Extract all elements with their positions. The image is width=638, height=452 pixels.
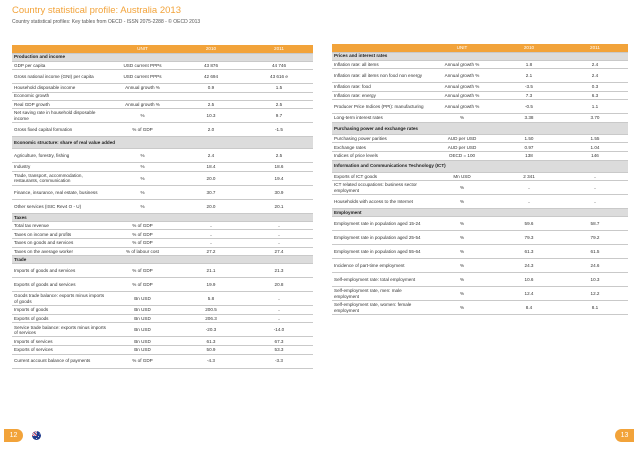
- page-number-right: 13: [615, 429, 634, 442]
- indicator-label: Net saving rate in household disposable income: [12, 109, 108, 123]
- unit-cell: Mn USD: [428, 172, 496, 181]
- table-row: [12, 264, 313, 278]
- unit-cell: Annual growth %: [108, 100, 177, 109]
- section-label: Economic growth: [12, 92, 313, 100]
- value-2010: 20.0: [177, 199, 245, 213]
- value-2011: 6.3: [562, 91, 628, 100]
- table-row: [332, 60, 628, 69]
- value-2011: 30.9: [245, 185, 313, 199]
- value-2011: 3.70: [562, 114, 628, 123]
- unit-cell: %: [428, 259, 496, 273]
- header-indicator-cell: [332, 44, 428, 52]
- unit-cell: %: [428, 195, 496, 209]
- value-2010: 19.9: [177, 278, 245, 292]
- unit-cell: %: [108, 109, 177, 123]
- value-2011: ..: [245, 314, 313, 323]
- indicator-label: Employment rate in population aged 15-24: [332, 217, 428, 231]
- value-2010: 10.6: [496, 273, 562, 287]
- indicator-label: Employment rate in population aged 25-54: [332, 231, 428, 245]
- table-row: [12, 239, 313, 248]
- unit-cell: %: [428, 217, 496, 231]
- value-2010: 8.4: [496, 301, 562, 315]
- unit-cell: % of GDP: [108, 264, 177, 278]
- value-2011: 10.3: [562, 273, 628, 287]
- indicator-label: Household disposable income: [12, 84, 108, 93]
- indicator-label: Exchange rates: [332, 143, 428, 152]
- table-row: [12, 163, 313, 172]
- table-row: [12, 171, 313, 185]
- indicator-label: Inflation rate: food: [332, 83, 428, 92]
- unit-cell: Annual growth %: [428, 83, 496, 92]
- indicator-label: Gross national income (GNI) per capita: [12, 70, 108, 84]
- value-2010: 5.8: [177, 292, 245, 306]
- value-2010: 2 341: [496, 172, 562, 181]
- table-row: [12, 306, 313, 315]
- unit-cell: Bn USD: [108, 323, 177, 337]
- header-indicator-cell: [12, 45, 108, 53]
- value-2010: 2.5: [177, 100, 245, 109]
- value-2010: 27.2: [177, 247, 245, 256]
- section-label: Taxes: [12, 213, 313, 221]
- table-row: [12, 346, 313, 355]
- value-2010: -4.3: [177, 354, 245, 368]
- indicator-label: Finance, insurance, real estate, business: [12, 185, 108, 199]
- value-2011: 2.4: [562, 60, 628, 69]
- value-2010: 138: [496, 152, 562, 161]
- table-row: [12, 323, 313, 337]
- unit-cell: % of GDP: [108, 230, 177, 239]
- table-row: [12, 84, 313, 93]
- unit-cell: %: [428, 273, 496, 287]
- table-row: [12, 61, 313, 70]
- unit-cell: %: [108, 149, 177, 163]
- table-row: [332, 83, 628, 92]
- value-2010: 21.1: [177, 264, 245, 278]
- value-2011: ..: [562, 181, 628, 195]
- unit-cell: %: [428, 231, 496, 245]
- value-2010: ..: [177, 230, 245, 239]
- page-number-left: 12: [4, 429, 23, 442]
- unit-cell: %: [428, 287, 496, 301]
- value-2011: ..: [562, 172, 628, 181]
- value-2010: 18.4: [177, 163, 245, 172]
- table-row: [332, 143, 628, 152]
- unit-cell: Annual growth %: [428, 100, 496, 114]
- indicator-label: Goods trade balance: exports minus imports of goods: [12, 292, 108, 306]
- header-unit: UNIT: [108, 45, 177, 53]
- table-row: [332, 217, 628, 231]
- value-2010: 20.0: [177, 171, 245, 185]
- unit-cell: AUD per USD: [428, 134, 496, 143]
- value-2011: 146: [562, 152, 628, 161]
- value-2011: 2.4: [562, 69, 628, 83]
- value-2011: 1.5: [245, 84, 313, 93]
- indicator-label: Gross fixed capital formation: [12, 123, 108, 137]
- australia-flag-icon: [32, 431, 41, 440]
- value-2010: 2.0: [177, 123, 245, 137]
- value-2011: 1.1: [562, 100, 628, 114]
- indicator-label: Current account balance of payments: [12, 354, 108, 368]
- table-row: [332, 301, 628, 315]
- table-row: [332, 69, 628, 83]
- unit-cell: %: [428, 181, 496, 195]
- table-row: [12, 109, 313, 123]
- unit-cell: Annual growth %: [108, 84, 177, 93]
- value-2010: -0.5: [496, 100, 562, 114]
- table-row: [332, 172, 628, 181]
- value-2011: 21.3: [245, 264, 313, 278]
- value-2011: 0.3: [562, 83, 628, 92]
- header-year-2011: 2011: [562, 44, 628, 52]
- indicator-label: Real GDP growth: [12, 100, 108, 109]
- indicator-label: Inflation rate: all items: [332, 60, 428, 69]
- table-row: [332, 114, 628, 123]
- value-2010: 43 876: [177, 61, 245, 70]
- value-2011: 8.1: [562, 301, 628, 315]
- table-row: [332, 134, 628, 143]
- section-label: Employment: [332, 209, 628, 217]
- section-header-row: [12, 213, 313, 221]
- indicator-label: Producer Price Indices (PPI): manufacturing: [332, 100, 428, 114]
- value-2010: 79.3: [496, 231, 562, 245]
- indicator-label: Self-employment rate: total employment: [332, 273, 428, 287]
- section-label: Prices and interest rates: [332, 52, 628, 60]
- header-year-2011: 2011: [245, 45, 313, 53]
- indicator-label: Agriculture, forestry, fishing: [12, 149, 108, 163]
- value-2010: 1.8: [496, 60, 562, 69]
- value-2010: 200.5: [177, 306, 245, 315]
- indicator-label: Purchasing power parities: [332, 134, 428, 143]
- section-label: Economic structure: share of real value added: [12, 137, 313, 149]
- unit-cell: %: [108, 185, 177, 199]
- indicator-label: Self-employment rate, men: male employment: [332, 287, 428, 301]
- unit-cell: USD current PPPs: [108, 61, 177, 70]
- unit-cell: % of GDP: [108, 278, 177, 292]
- value-2010: 42 694: [177, 70, 245, 84]
- table-row: [332, 100, 628, 114]
- indicator-label: Self-employment rate, women: female employment: [332, 301, 428, 315]
- table-row: [12, 221, 313, 230]
- indicator-label: GDP per capita: [12, 61, 108, 70]
- value-2010: 61.3: [177, 337, 245, 346]
- value-2011: 53.3: [245, 346, 313, 355]
- value-2011: 2.5: [245, 149, 313, 163]
- indicator-label: Employment rate in population aged 55-64: [332, 245, 428, 259]
- unit-cell: %: [428, 245, 496, 259]
- indicator-label: Exports of ICT goods: [332, 172, 428, 181]
- value-2010: 0.97: [496, 143, 562, 152]
- indicator-label: Indices of price levels: [332, 152, 428, 161]
- value-2011: 2.5: [245, 100, 313, 109]
- indicator-label: Total tax revenue: [12, 221, 108, 230]
- unit-cell: %: [428, 301, 496, 315]
- unit-cell: %: [108, 199, 177, 213]
- indicator-label: Imports of services: [12, 337, 108, 346]
- value-2010: 2.4: [177, 149, 245, 163]
- indicator-label: Exports of services: [12, 346, 108, 355]
- value-2010: 1.50: [496, 134, 562, 143]
- right-stat-table: [332, 44, 628, 315]
- value-2010: -3.5: [496, 83, 562, 92]
- section-header-row: [332, 209, 628, 217]
- table-row: [12, 314, 313, 323]
- value-2011: 67.3: [245, 337, 313, 346]
- table-header-row: [332, 44, 628, 52]
- value-2011: 1.04: [562, 143, 628, 152]
- unit-cell: Bn USD: [108, 314, 177, 323]
- value-2010: ..: [177, 239, 245, 248]
- unit-cell: % of labour cost: [108, 247, 177, 256]
- indicator-label: Industry: [12, 163, 108, 172]
- value-2011: 24.6: [562, 259, 628, 273]
- section-header-row: [12, 53, 313, 61]
- unit-cell: %: [108, 163, 177, 172]
- indicator-label: Long-term interest rates: [332, 114, 428, 123]
- table-row: [332, 152, 628, 161]
- unit-cell: AUD per USD: [428, 143, 496, 152]
- indicator-label: Taxes on income and profits: [12, 230, 108, 239]
- subsection-row: [12, 92, 313, 100]
- indicator-label: Service trade balance: exports minus imports of services: [12, 323, 108, 337]
- value-2011: -1.5: [245, 123, 313, 137]
- value-2011: -3.3: [245, 354, 313, 368]
- section-label: Information and Communications Technology (ICT): [332, 160, 628, 172]
- value-2011: 19.4: [245, 171, 313, 185]
- unit-cell: %: [428, 114, 496, 123]
- value-2010: 2.1: [496, 69, 562, 83]
- table-row: [332, 195, 628, 209]
- value-2010: 206.3: [177, 314, 245, 323]
- section-header-row: [332, 160, 628, 172]
- value-2011: 79.2: [562, 231, 628, 245]
- indicator-label: Taxes on the average worker: [12, 247, 108, 256]
- value-2011: 27.4: [245, 247, 313, 256]
- value-2011: 9.7: [245, 109, 313, 123]
- value-2010: 24.3: [496, 259, 562, 273]
- section-header-row: [332, 122, 628, 134]
- value-2010: 59.6: [496, 217, 562, 231]
- section-label: Purchasing power and exchange rates: [332, 122, 628, 134]
- value-2011: 20.1: [245, 199, 313, 213]
- value-2010: 50.9: [177, 346, 245, 355]
- unit-cell: OECD = 100: [428, 152, 496, 161]
- table-row: [12, 100, 313, 109]
- section-label: Production and income: [12, 53, 313, 61]
- unit-cell: USD current PPPs: [108, 70, 177, 84]
- value-2011: 20.8: [245, 278, 313, 292]
- value-2011: 44 746: [245, 61, 313, 70]
- table-row: [332, 287, 628, 301]
- value-2010: 30.7: [177, 185, 245, 199]
- value-2010: ..: [496, 195, 562, 209]
- value-2010: 7.3: [496, 91, 562, 100]
- unit-cell: Bn USD: [108, 337, 177, 346]
- indicator-label: Exports of goods: [12, 314, 108, 323]
- value-2011: 1.55: [562, 134, 628, 143]
- unit-cell: % of GDP: [108, 221, 177, 230]
- indicator-label: Imports of goods: [12, 306, 108, 315]
- table-row: [12, 337, 313, 346]
- table-row: [332, 91, 628, 100]
- table-row: [332, 181, 628, 195]
- header-unit: UNIT: [428, 44, 496, 52]
- indicator-label: ICT related occupations: business sector employment: [332, 181, 428, 195]
- table-row: [12, 292, 313, 306]
- indicator-label: Taxes on goods and services: [12, 239, 108, 248]
- table-row: [12, 185, 313, 199]
- header-year-2010: 2010: [496, 44, 562, 52]
- value-2010: 10.3: [177, 109, 245, 123]
- table-row: [12, 278, 313, 292]
- value-2010: 61.3: [496, 245, 562, 259]
- table-row: [332, 259, 628, 273]
- value-2010: 3.38: [496, 114, 562, 123]
- left-stat-table: [12, 45, 313, 369]
- table-row: [12, 149, 313, 163]
- indicator-label: Households with access to the Internet: [332, 195, 428, 209]
- unit-cell: Bn USD: [108, 292, 177, 306]
- value-2011: ..: [245, 221, 313, 230]
- value-2011: 61.5: [562, 245, 628, 259]
- table-row: [12, 70, 313, 84]
- table-row: [12, 199, 313, 213]
- table-row: [12, 247, 313, 256]
- table-row: [12, 354, 313, 368]
- unit-cell: % of GDP: [108, 354, 177, 368]
- value-2010: -20.3: [177, 323, 245, 337]
- value-2011: 12.2: [562, 287, 628, 301]
- header-year-2010: 2010: [177, 45, 245, 53]
- indicator-label: Trade, transport, accommodation, restaurants, communication: [12, 171, 108, 185]
- unit-cell: Annual growth %: [428, 69, 496, 83]
- unit-cell: Bn USD: [108, 306, 177, 315]
- indicator-label: Exports of goods and services: [12, 278, 108, 292]
- value-2011: 43 616 e: [245, 70, 313, 84]
- indicator-label: Other services (ISIC Rev4 O - U): [12, 199, 108, 213]
- unit-cell: Annual growth %: [428, 91, 496, 100]
- value-2011: ..: [562, 195, 628, 209]
- document-subtitle: Country statistical profiles: Key tables from OECD - ISSN 2075-2288 - © OECD 2013: [12, 19, 201, 25]
- indicator-label: Inflation rate: energy: [332, 91, 428, 100]
- value-2010: 12.4: [496, 287, 562, 301]
- section-header-row: [12, 137, 313, 149]
- value-2010: ..: [177, 221, 245, 230]
- table-header-row: [12, 45, 313, 53]
- value-2011: ..: [245, 306, 313, 315]
- table-row: [332, 231, 628, 245]
- document-title: Country statistical profile: Australia 2013: [12, 5, 181, 16]
- table-row: [332, 245, 628, 259]
- table-row: [12, 123, 313, 137]
- value-2011: 58.7: [562, 217, 628, 231]
- value-2011: ..: [245, 239, 313, 248]
- value-2011: -14.0: [245, 323, 313, 337]
- unit-cell: % of GDP: [108, 123, 177, 137]
- value-2010: 0.9: [177, 84, 245, 93]
- unit-cell: Bn USD: [108, 346, 177, 355]
- section-label: Trade: [12, 256, 313, 264]
- section-header-row: [332, 52, 628, 60]
- indicator-label: Imports of goods and services: [12, 264, 108, 278]
- value-2011: ..: [245, 230, 313, 239]
- value-2011: 18.6: [245, 163, 313, 172]
- table-row: [332, 273, 628, 287]
- value-2010: ..: [496, 181, 562, 195]
- indicator-label: Inflation rate: all items non food non energy: [332, 69, 428, 83]
- unit-cell: %: [108, 171, 177, 185]
- section-header-row: [12, 256, 313, 264]
- unit-cell: Annual growth %: [428, 60, 496, 69]
- table-row: [12, 230, 313, 239]
- unit-cell: % of GDP: [108, 239, 177, 248]
- value-2011: ..: [245, 292, 313, 306]
- indicator-label: Incidence of part-time employment: [332, 259, 428, 273]
